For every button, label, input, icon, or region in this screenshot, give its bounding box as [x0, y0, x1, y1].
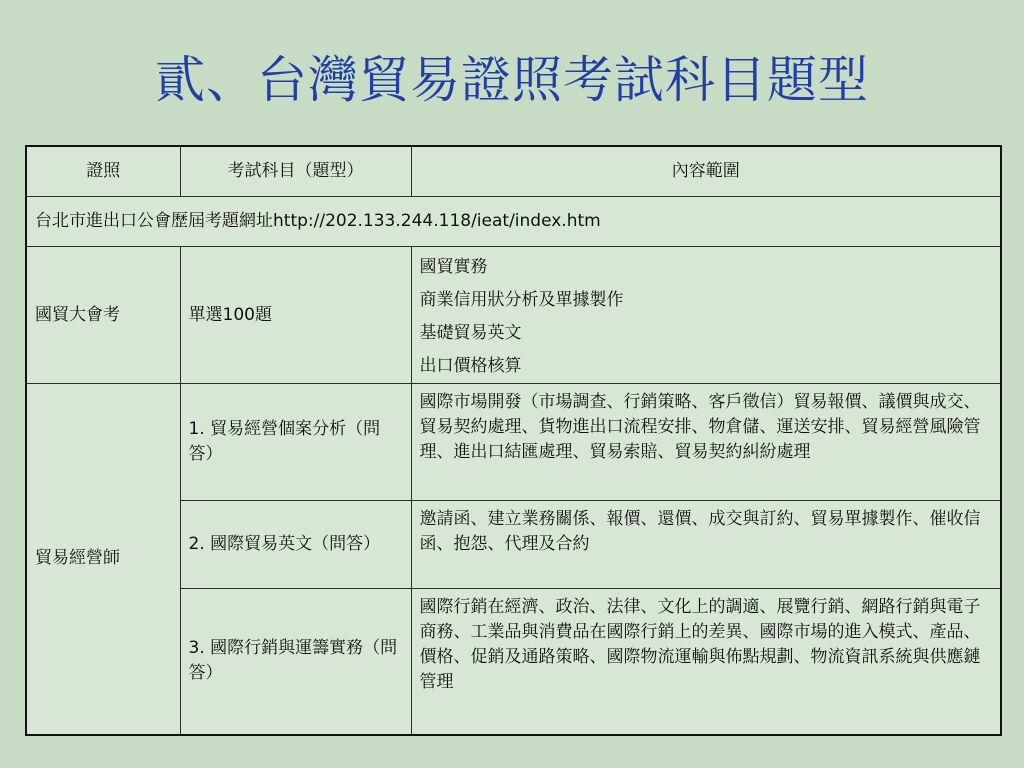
license-cell: 貿易經營師 — [26, 384, 180, 735]
license-cell: 國貿大會考 — [26, 247, 180, 384]
content-line: 基礎貿易英文 — [419, 323, 522, 343]
column-header-content: 內容範圍 — [411, 146, 1001, 197]
subject-cell: 1. 貿易經營個案分析（問答） — [180, 384, 411, 501]
content-line: 商業信用狀分析及單據製作 — [419, 290, 624, 310]
content-cell: 國際行銷在經濟、政治、法律、文化上的調適、展覽行銷、網路行銷與電子商務、工業品與消費品在國際行銷上的差異、國際市場的進入模式、產品、價格、促銷及通路策略、國際物流運輸與佈點規劃、物流資訊系統與供應鏈管理 — [411, 589, 1001, 735]
exam-table — [25, 145, 1002, 736]
table-row — [26, 247, 1001, 384]
content-line: 國貿實務 — [419, 257, 488, 277]
url-row — [26, 197, 1001, 247]
content-line: 出口價格核算 — [419, 356, 522, 376]
page-title: 貳、台灣貿易證照考試科目題型 — [155, 51, 869, 109]
exam-url-text: 台北市進出口公會歷屆考題網址http://202.133.244.118/ieat/index.htm — [26, 197, 1001, 247]
subject-cell: 單選100題 — [180, 247, 411, 384]
content-cell — [411, 247, 1001, 384]
content-cell: 邀請函、建立業務關係、報價、還價、成交與訂約、貿易單據製作、催收信函、抱怨、代理及合約 — [411, 501, 1001, 589]
column-header-subject: 考試科目（題型） — [180, 146, 411, 197]
content-cell: 國際市場開發（市場調查、行銷策略、客戶徵信）貿易報價、議價與成交、貿易契約處理、貨物進出口流程安排、物倉儲、運送安排、貿易經營風險管理、進出口結匯處理、貿易索賠、貿易契約糾紛處理 — [411, 384, 1001, 501]
table-row — [26, 384, 1001, 501]
table-header-row — [26, 146, 1001, 197]
subject-cell: 3. 國際行銷與運籌實務（問答） — [180, 589, 411, 735]
column-header-license: 證照 — [26, 146, 180, 197]
subject-cell: 2. 國際貿易英文（問答） — [180, 501, 411, 589]
